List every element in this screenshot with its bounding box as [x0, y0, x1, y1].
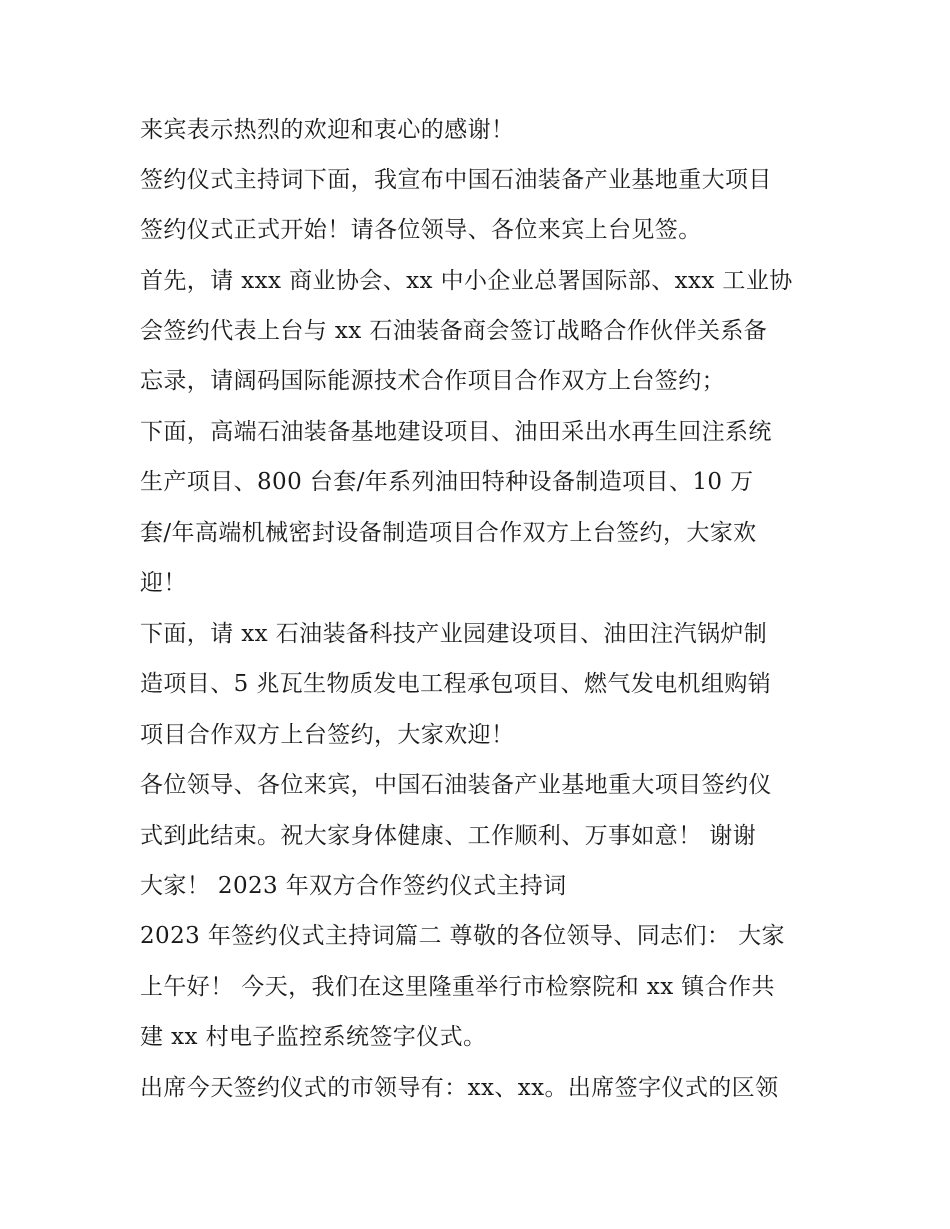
text-line: 各位领导、各位来宾，中国石油装备产业基地重大项目签约仪: [140, 772, 772, 798]
text-line: 迎！: [140, 570, 187, 596]
text-line: 下面，高端石油装备基地建设项目、油田采出水再生回注系统: [140, 419, 772, 445]
text-line: 项目合作双方上台签约，大家欢迎！: [140, 722, 515, 748]
text-line: 上午好！ 今天，我们在这里隆重举行市检察院和 xx 镇合作共: [140, 974, 775, 1000]
text-line: 式到此结束。祝大家身体健康、工作顺利、万事如意！ 谢谢: [140, 823, 757, 849]
text-line: 签约仪式主持词下面，我宣布中国石油装备产业基地重大项目: [140, 167, 772, 193]
text-line: 下面，请 xx 石油装备科技产业园建设项目、油田注汽锅炉制: [140, 621, 768, 647]
text-line: 出席今天签约仪式的市领导有：xx、xx。出席签字仪式的区领: [140, 1075, 779, 1101]
text-line: 首先，请 xxx 商业协会、xx 中小企业总署国际部、xxx 工业协: [140, 268, 793, 294]
text-line: 来宾表示热烈的欢迎和衷心的感谢！: [140, 117, 515, 143]
text-line: 建 xx 村电子监控系统签字仪式。: [140, 1024, 487, 1050]
text-line: 大家！ 2023 年双方合作签约仪式主持词: [140, 873, 567, 899]
text-line: 造项目、5 兆瓦生物质发电工程承包项目、燃气发电机组购销: [140, 671, 772, 697]
text-line: 忘录，请阔码国际能源技术合作项目合作双方上台签约；: [140, 368, 725, 394]
text-line: 套/年高端机械密封设备制造项目合作双方上台签约，大家欢: [140, 520, 757, 546]
text-line: 2023 年签约仪式主持词篇二 尊敬的各位领导、同志们： 大家: [140, 923, 785, 949]
text-line: 签约仪式正式开始！请各位领导、各位来宾上台见签。: [140, 217, 702, 243]
text-line: 会签约代表上台与 xx 石油装备商会签订战略合作伙伴关系备: [140, 318, 768, 344]
text-line: 生产项目、800 台套/年系列油田特种设备制造项目、10 万: [140, 469, 754, 495]
